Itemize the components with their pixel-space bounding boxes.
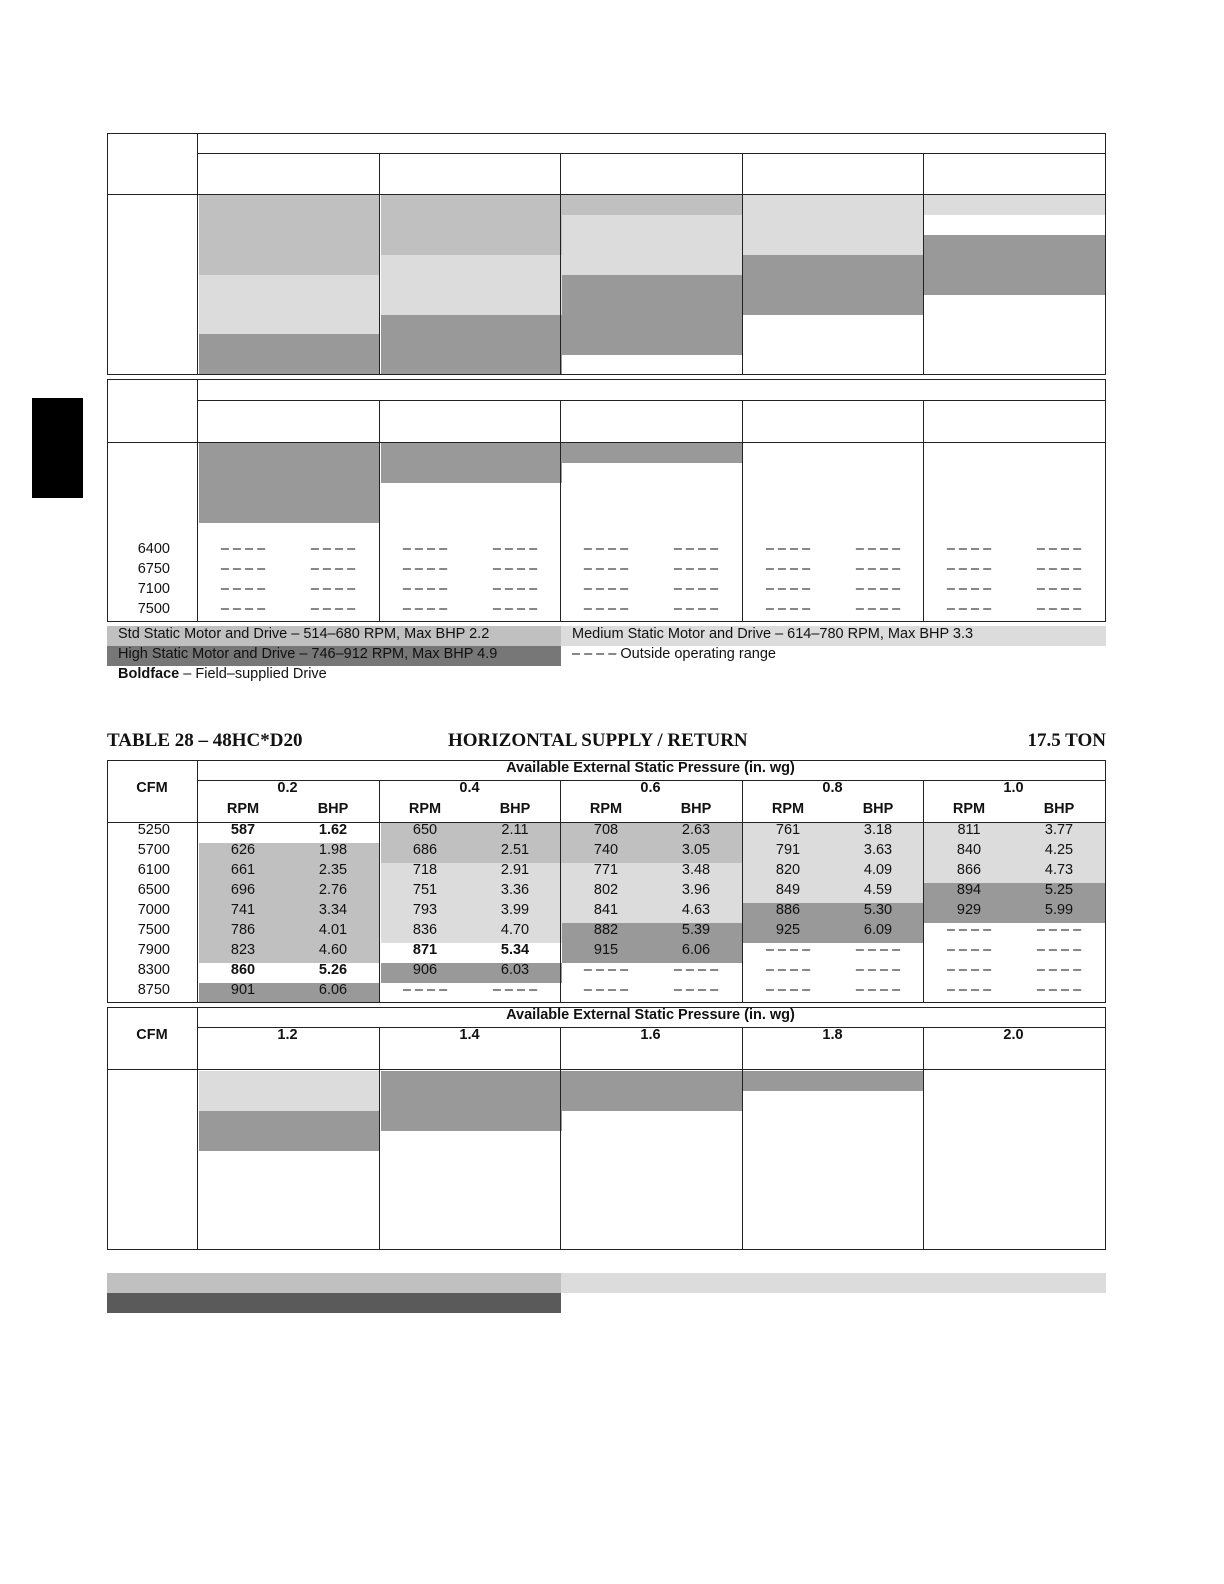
- bhp-cell: 3.63: [863, 842, 893, 858]
- bhp-cell: 2.35: [318, 862, 348, 878]
- cfm-value: 7500: [137, 601, 170, 617]
- rpm-cell: 886: [775, 902, 801, 918]
- cfm-header: CFM: [136, 780, 168, 796]
- dash-cell: – – – –: [673, 541, 719, 557]
- dash-cell: – – – –: [855, 601, 901, 617]
- bhp-cell: 2.51: [500, 842, 530, 858]
- rpm-cell: 650: [412, 822, 438, 838]
- cfm-value: 8750: [137, 982, 170, 998]
- rpm-head: RPM: [226, 801, 260, 817]
- bhp-cell: 2.91: [500, 862, 530, 878]
- cfm-value: 7000: [137, 902, 170, 918]
- rpm-head: RPM: [589, 801, 623, 817]
- bhp-head: BHP: [1043, 801, 1075, 817]
- dash-cell: – – – –: [402, 561, 448, 577]
- pressure-head: 1.8: [822, 1027, 843, 1043]
- bhp-cell: – – – –: [1036, 922, 1082, 938]
- rpm-cell: 793: [412, 902, 438, 918]
- bhp-cell: 3.36: [500, 882, 530, 898]
- rpm-cell: 761: [775, 822, 801, 838]
- bhp-head: BHP: [317, 801, 349, 817]
- bhp-cell: 3.77: [1044, 822, 1074, 838]
- section-tab: [32, 398, 83, 498]
- rpm-cell: 823: [230, 942, 256, 958]
- dash-cell: – – – –: [1036, 561, 1082, 577]
- rpm-cell: 915: [593, 942, 619, 958]
- rpm-head: RPM: [952, 801, 986, 817]
- cfm-value: 7500: [137, 922, 170, 938]
- dash-cell: – – – –: [310, 561, 356, 577]
- bhp-cell: 5.34: [500, 942, 530, 958]
- rpm-cell: – – – –: [946, 982, 992, 998]
- bhp-cell: 3.34: [318, 902, 348, 918]
- dash-cell: – – – –: [765, 581, 811, 597]
- pressure-head: 1.4: [459, 1027, 480, 1043]
- bhp-cell: 2.63: [681, 822, 711, 838]
- rpm-head: RPM: [408, 801, 442, 817]
- bhp-cell: – – – –: [1036, 982, 1082, 998]
- legend-boldface-text: – Field–supplied Drive: [179, 666, 327, 682]
- bhp-cell: 4.01: [318, 922, 348, 938]
- pressure-head: 0.2: [277, 780, 298, 796]
- rpm-cell: – – – –: [402, 982, 448, 998]
- bhp-cell: 6.06: [681, 942, 711, 958]
- cfm-value: 6500: [137, 882, 170, 898]
- dash-cell: – – – –: [946, 601, 992, 617]
- dash-cell: – – – –: [765, 541, 811, 557]
- bhp-cell: – – – –: [855, 942, 901, 958]
- rpm-cell: 686: [412, 842, 438, 858]
- rpm-cell: 871: [412, 942, 438, 958]
- rpm-cell: 882: [593, 922, 619, 938]
- rpm-cell: 925: [775, 922, 801, 938]
- dash-cell: – – – –: [946, 561, 992, 577]
- rpm-cell: 786: [230, 922, 256, 938]
- pressure-head: 1.6: [640, 1027, 661, 1043]
- bhp-cell: 5.25: [1044, 882, 1074, 898]
- rpm-cell: 696: [230, 882, 256, 898]
- dash-cell: – – – –: [220, 561, 266, 577]
- bhp-cell: 1.98: [318, 842, 348, 858]
- rpm-cell: – – – –: [946, 922, 992, 938]
- legend-high: High Static Motor and Drive – 746–912 RPM, Max BHP 4.9: [118, 646, 498, 662]
- bhp-cell: 5.26: [318, 962, 348, 978]
- legend-outside: – – – – Outside operating range: [572, 646, 776, 662]
- bhp-cell: 3.96: [681, 882, 711, 898]
- rpm-cell: 841: [593, 902, 619, 918]
- dash-cell: – – – –: [1036, 581, 1082, 597]
- rpm-cell: 718: [412, 862, 438, 878]
- dash-cell: – – – –: [946, 581, 992, 597]
- cfm-value: 7900: [137, 942, 170, 958]
- rpm-cell: 661: [230, 862, 256, 878]
- pressure-head: 0.6: [640, 780, 661, 796]
- rpm-cell: 740: [593, 842, 619, 858]
- dash-cell: – – – –: [855, 541, 901, 557]
- bhp-cell: 4.59: [863, 882, 893, 898]
- rpm-cell: 840: [956, 842, 982, 858]
- cfm-value: 5250: [137, 822, 170, 838]
- rpm-cell: 906: [412, 962, 438, 978]
- legend-std: Std Static Motor and Drive – 514–680 RPM, Max BHP 2.2: [118, 626, 490, 642]
- rpm-cell: 741: [230, 902, 256, 918]
- bhp-cell: 1.62: [318, 822, 348, 838]
- dash-cell: – – – –: [402, 581, 448, 597]
- legend-boldface: [107, 664, 327, 684]
- aesp-header-2: Available External Static Pressure (in. wg): [506, 1007, 795, 1023]
- dash-cell: – – – –: [310, 601, 356, 617]
- legend-medium: Medium Static Motor and Drive – 614–780 RPM, Max BHP 3.3: [572, 626, 974, 642]
- rpm-cell: – – – –: [946, 942, 992, 958]
- rpm-cell: – – – –: [583, 962, 629, 978]
- bhp-cell: – – – –: [1036, 942, 1082, 958]
- cfm-value: 5700: [137, 842, 170, 858]
- rpm-cell: 771: [593, 862, 619, 878]
- bhp-cell: – – – –: [673, 982, 719, 998]
- dash-cell: – – – –: [492, 541, 538, 557]
- dash-cell: – – – –: [220, 601, 266, 617]
- cfm-value: 6750: [137, 561, 170, 577]
- bhp-cell: 2.11: [501, 822, 529, 838]
- dash-cell: – – – –: [673, 561, 719, 577]
- bhp-cell: 6.03: [500, 962, 530, 978]
- bhp-head: BHP: [862, 801, 894, 817]
- cfm-header-2: CFM: [136, 1027, 168, 1043]
- bhp-cell: 5.99: [1044, 902, 1074, 918]
- dash-cell: – – – –: [583, 561, 629, 577]
- rpm-cell: 929: [956, 902, 982, 918]
- bhp-cell: 4.60: [318, 942, 348, 958]
- bhp-cell: 3.99: [500, 902, 530, 918]
- rpm-cell: – – – –: [765, 942, 811, 958]
- table-subtitle: HORIZONTAL SUPPLY / RETURN: [448, 730, 748, 751]
- bhp-cell: 3.18: [863, 822, 893, 838]
- dash-cell: – – – –: [765, 601, 811, 617]
- pressure-head: 0.4: [459, 780, 480, 796]
- bhp-cell: 4.63: [681, 902, 711, 918]
- rpm-cell: 802: [593, 882, 619, 898]
- dash-cell: – – – –: [220, 541, 266, 557]
- dash-cell: – – – –: [583, 601, 629, 617]
- bhp-cell: – – – –: [855, 962, 901, 978]
- rpm-cell: 626: [230, 842, 256, 858]
- dash-cell: – – – –: [583, 581, 629, 597]
- rpm-cell: 587: [230, 822, 256, 838]
- bhp-cell: – – – –: [1036, 962, 1082, 978]
- rpm-cell: 811: [957, 822, 981, 838]
- upper-table-a: [107, 133, 1106, 375]
- pressure-head: 2.0: [1003, 1027, 1024, 1043]
- rpm-cell: – – – –: [583, 982, 629, 998]
- dash-cell: – – – –: [492, 601, 538, 617]
- cfm-value: 7100: [137, 581, 170, 597]
- rpm-cell: 708: [593, 822, 619, 838]
- bhp-cell: 4.70: [500, 922, 530, 938]
- dash-cell: – – – –: [492, 581, 538, 597]
- dash-cell: – – – –: [310, 541, 356, 557]
- dash-cell: – – – –: [583, 541, 629, 557]
- dash-cell: – – – –: [220, 581, 266, 597]
- bhp-head: BHP: [680, 801, 712, 817]
- bhp-cell: 5.30: [863, 902, 893, 918]
- rpm-cell: – – – –: [946, 962, 992, 978]
- dash-cell: – – – –: [1036, 541, 1082, 557]
- rpm-head: RPM: [771, 801, 805, 817]
- rpm-cell: 894: [956, 882, 982, 898]
- dash-cell: – – – –: [946, 541, 992, 557]
- pressure-head: 1.2: [277, 1027, 298, 1043]
- rpm-cell: – – – –: [765, 962, 811, 978]
- dash-cell: – – – –: [1036, 601, 1082, 617]
- bhp-cell: 2.76: [318, 882, 348, 898]
- bhp-cell: 5.39: [681, 922, 711, 938]
- dash-cell: – – – –: [310, 581, 356, 597]
- pressure-head: 1.0: [1003, 780, 1024, 796]
- bhp-cell: 4.25: [1044, 842, 1074, 858]
- bhp-cell: 4.73: [1044, 862, 1074, 878]
- dash-cell: – – – –: [673, 601, 719, 617]
- cfm-value: 6100: [137, 862, 170, 878]
- dash-cell: – – – –: [855, 581, 901, 597]
- pressure-head: 0.8: [822, 780, 843, 796]
- bhp-cell: – – – –: [855, 982, 901, 998]
- table-tonnage: 17.5 TON: [1027, 730, 1106, 751]
- cfm-value: 6400: [137, 541, 170, 557]
- dash-cell: – – – –: [492, 561, 538, 577]
- dash-cell: – – – –: [765, 561, 811, 577]
- bhp-cell: 6.09: [863, 922, 893, 938]
- bhp-cell: 3.05: [681, 842, 711, 858]
- rpm-cell: 860: [230, 962, 256, 978]
- rpm-cell: 836: [412, 922, 438, 938]
- dash-cell: – – – –: [402, 541, 448, 557]
- bhp-cell: 4.09: [863, 862, 893, 878]
- aesp-header: Available External Static Pressure (in. wg): [506, 760, 795, 776]
- rpm-cell: 849: [775, 882, 801, 898]
- rpm-cell: 820: [775, 862, 801, 878]
- rpm-cell: 901: [230, 982, 256, 998]
- rpm-cell: – – – –: [765, 982, 811, 998]
- rpm-cell: 751: [412, 882, 438, 898]
- dash-cell: – – – –: [402, 601, 448, 617]
- bhp-cell: – – – –: [673, 962, 719, 978]
- cfm-value: 8300: [137, 962, 170, 978]
- bhp-cell: 3.48: [681, 862, 711, 878]
- rpm-cell: 791: [775, 842, 801, 858]
- rpm-cell: 866: [956, 862, 982, 878]
- bhp-cell: – – – –: [492, 982, 538, 998]
- legend-boldface-label: Boldface: [118, 666, 180, 682]
- dash-cell: – – – –: [855, 561, 901, 577]
- table-title: TABLE 28 – 48HC*D20: [107, 730, 303, 751]
- bhp-head: BHP: [499, 801, 531, 817]
- dash-cell: – – – –: [673, 581, 719, 597]
- bhp-cell: 6.06: [318, 982, 348, 998]
